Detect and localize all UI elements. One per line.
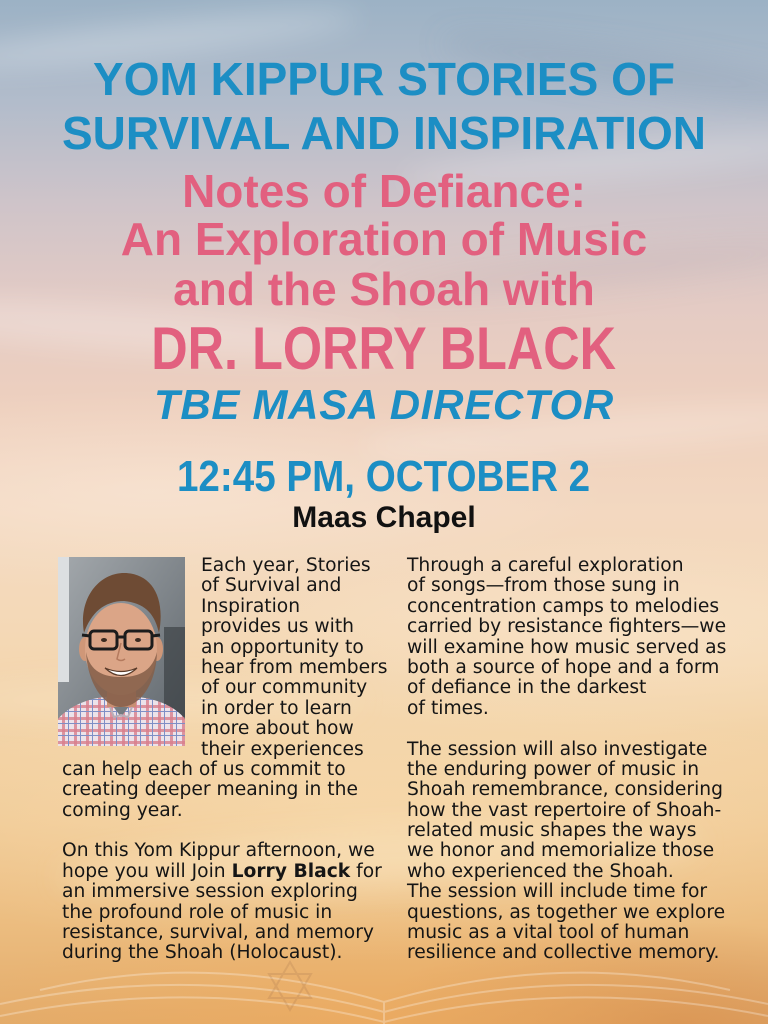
intro-line: more about how [201,718,354,740]
star-of-david-icon [269,962,311,1010]
paragraph-gap [407,719,762,739]
description-line: of songs—from those sung in [407,575,680,597]
session-line: music as a vital tool of human [407,922,690,944]
open-book-icon [0,973,768,1024]
description-line: Through a careful exploration [407,555,684,576]
session-line: The session will include time for [407,881,708,903]
description-line: of defiance in the darkest [407,677,647,699]
series-title-line-2: SURVIVAL AND INSPIRATION [61,107,707,159]
intro-line: in order to learn [201,697,352,719]
invite-line: an immersive session exploring [62,881,358,903]
location: Maas Chapel [292,501,476,534]
description-line: carried by resistance fighters—we [407,616,727,638]
paragraph-gap [62,821,402,841]
session-line: The session will also investigate [407,738,708,760]
intro-line: creating deeper meaning in the [62,779,358,801]
session-line: questions, as together we explore [407,901,726,923]
session-line: Shoah remembrance, considering [407,779,723,801]
right-column [407,556,762,964]
series-title-line-1: YOM KIPPUR STORIES OF [93,53,675,105]
speaker-role: TBE MASA DIRECTOR [154,381,614,428]
talk-title-line-3: and the Shoah with [173,263,595,315]
speaker-name: DR. LORRY BLACK [151,315,617,382]
intro-line: coming year. [62,799,183,821]
date-time-row [0,452,768,501]
invite-line: the profound role of music in [62,901,333,923]
session-line: resilience and collective memory. [407,942,720,964]
intro-line: Each year, Stories [201,555,371,576]
intro-line: of our community [201,677,368,699]
description-line: of times. [407,697,489,719]
speaker-name-row [0,315,768,382]
description-line: concentration camps to melodies [407,595,720,617]
invite-text: for [350,860,382,882]
session-line: who experienced the Shoah. [407,860,674,882]
talk-title-line-2: An Exploration of Music [120,213,648,265]
intro-line: hear from members [201,656,388,678]
invite-line: resistance, survival, and memory [62,922,374,944]
left-column [62,556,402,964]
talk-title-line-1: Notes of Defiance: [182,165,586,217]
intro-line: can help each of us commit to [62,758,346,780]
intro-line: their experiences [201,738,364,760]
description-line: will examine how music served as [407,636,727,658]
invite-line: On this Yom Kippur afternoon, we [62,840,375,862]
session-line: how the vast repertoire of Shoah- [407,799,722,821]
description-line: both a source of hope and a form [407,656,720,678]
session-line: the enduring power of music in [407,758,700,780]
invite-speaker-name: Lorry Black [231,860,351,882]
intro-line: Inspiration [201,595,301,617]
invite-line: during the Shoah (Holocaust). [62,942,343,964]
invite-text: hope you will Join [62,860,232,882]
invite-line-with-name [62,862,402,882]
intro-line: of Survival and [201,575,342,597]
session-line: related music shapes the ways [407,820,697,842]
session-line: we honor and memorialize those [407,840,715,862]
intro-line: an opportunity to [201,636,364,658]
intro-line: provides us with [201,616,355,638]
date-time: 12:45 PM, OCTOBER 2 [177,452,591,501]
